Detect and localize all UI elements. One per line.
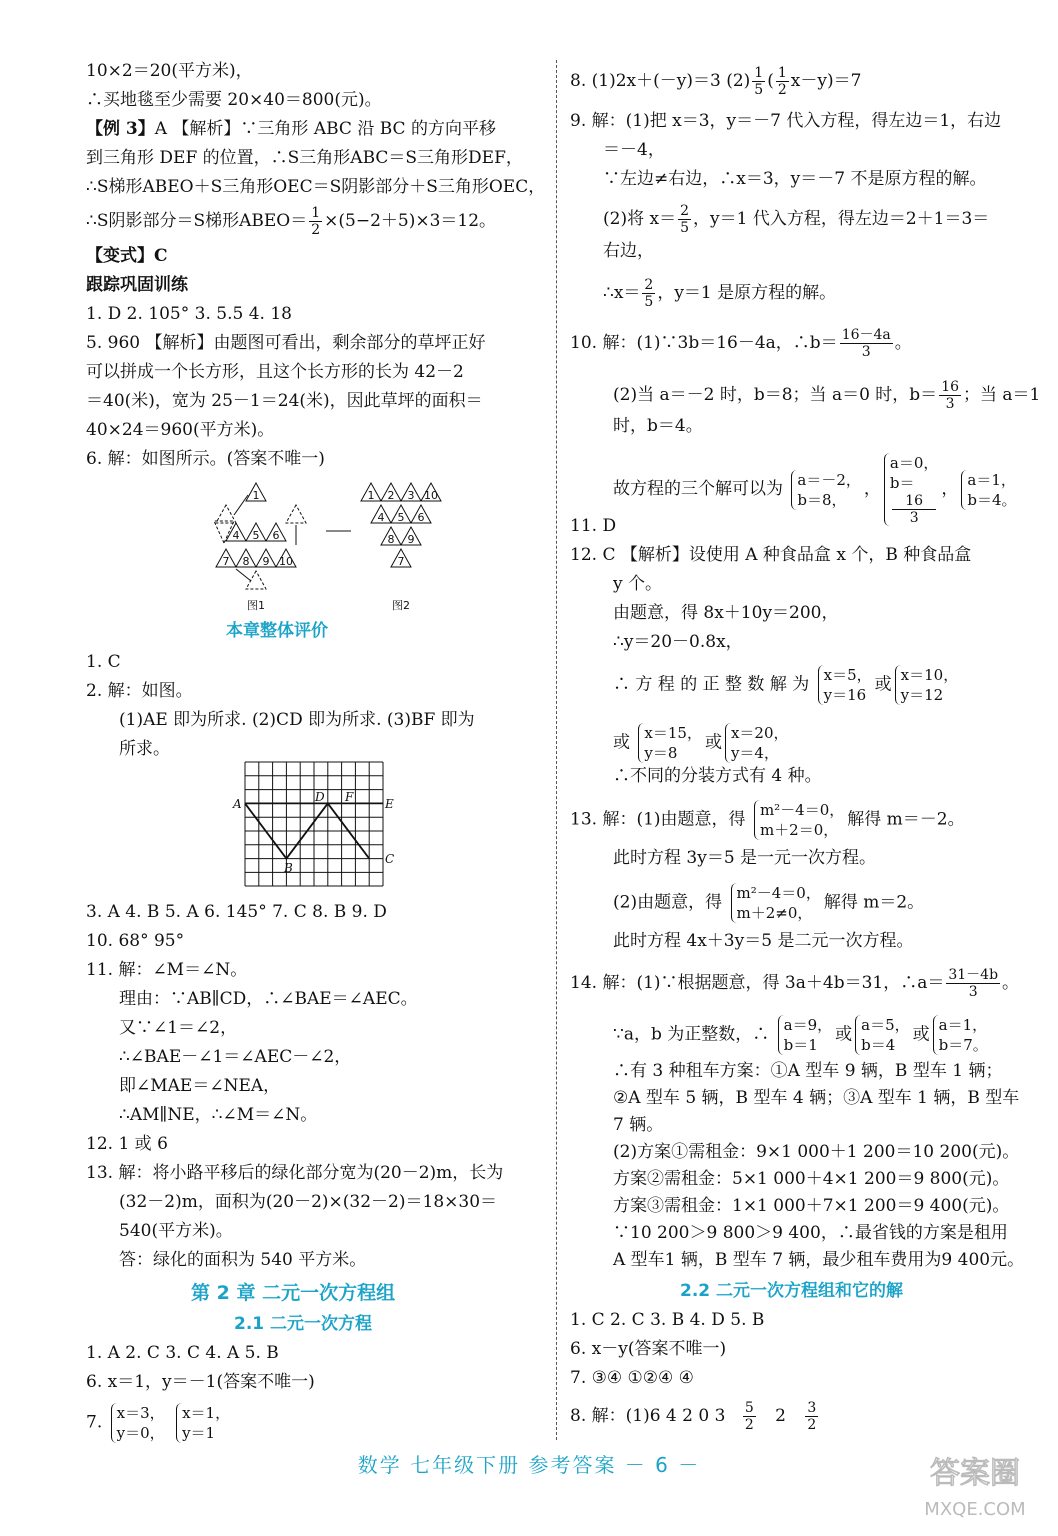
equation-system: a＝1， b＝4。	[961, 470, 1016, 510]
answer-line: ；当 a＝1	[963, 385, 1041, 405]
answer-line: ∴y＝20－0.8x，	[613, 632, 743, 652]
equation-system: x＝1， y＝1	[176, 1403, 230, 1443]
answer-line: 方案②需租金：5×1 000＋4×1 200＝9 800(元)。	[613, 1169, 1010, 1189]
text-line: ∴买地毯至少需要 20×40＝800(元)。	[86, 90, 382, 110]
fraction: $\frac{3}{2}$	[807, 1400, 817, 1433]
answer-line: 540(平方米)。	[119, 1221, 233, 1241]
answer-line: 故方程的三个解可以为	[613, 479, 783, 499]
equation-system: m²－4＝0， m＋2＝0，	[754, 800, 844, 840]
point-label: E	[385, 797, 394, 811]
point-label: D	[315, 790, 325, 804]
point-label: C	[385, 852, 395, 866]
answer-line: 5. 960 【解析】由题图可看出，剩余部分的草坪正好	[86, 333, 486, 353]
tri-num: 8	[242, 555, 250, 568]
answer-line: ，y＝1 是原方程的解。	[657, 283, 837, 303]
equation-system: a＝1， b＝7。	[933, 1015, 988, 1055]
answer-value: 2	[775, 1406, 786, 1426]
fraction: $\frac{16}{3}$	[941, 379, 960, 412]
answer-line: 右边，	[603, 241, 654, 261]
answer-line: 此时方程 4x＋3y＝5 是二元一次方程。	[613, 931, 914, 951]
answer-line: A 型车1 辆，B 型车 7 辆，最少租车费用为9 400元。	[613, 1250, 1025, 1270]
answer-line: ，y＝1 代入方程，得左边＝2＋1＝3＝	[693, 209, 990, 229]
equation-system: a＝9， b＝1	[778, 1015, 833, 1055]
tri-num: 7	[397, 555, 405, 568]
answer-line: 6. 解：如图所示。(答案不唯一)	[86, 449, 325, 469]
point-label: B	[284, 861, 293, 875]
tri-num: 6	[417, 511, 425, 524]
text-line: ∴S梯形ABEO＋S三角形OEC＝S阴影部分＋S三角形OEC，	[86, 177, 546, 197]
fraction: $\frac{1}{2}$	[777, 65, 787, 98]
point-label: A	[233, 797, 242, 811]
fraction: $\frac{2}{5}$	[644, 277, 654, 310]
answer-line: 3. A 4. B 5. A 6. 145° 7. C 8. B 9. D	[86, 902, 387, 922]
tri-num: 7	[222, 555, 230, 568]
answer-line: 13. 解：(1)由题意，得	[570, 809, 746, 830]
answer-line: 或	[613, 732, 630, 753]
answer-line: 时，b＝4。	[613, 416, 703, 436]
watermark-logo	[910, 1445, 1040, 1525]
answer-line: ∴ 方 程 的 正 整 数 解 为	[613, 674, 810, 695]
answer-line: 8. (1)2x＋(－y)＝3 (2)	[570, 71, 751, 91]
answer-line: x－y)＝7	[790, 71, 862, 91]
tri-num: 2	[387, 489, 395, 502]
tri-num: 5	[252, 529, 260, 542]
variant-answer: 【变式】C	[86, 246, 168, 266]
answer-line: 6. x＝1，y＝－1(答案不唯一)	[86, 1372, 315, 1392]
answer-line: ∵a，b 为正整数，∴	[613, 1024, 770, 1045]
tri-num: 3	[407, 489, 415, 502]
section-heading: 跟踪巩固训练	[86, 275, 188, 295]
answer-line: ＝－4，	[603, 140, 665, 160]
column-divider	[556, 60, 557, 1440]
answer-line: 1. A 2. C 3. C 4. A 5. B	[86, 1343, 279, 1363]
fraction: $\frac{16-4a}{3}$	[841, 327, 891, 360]
answer-line: (32－2)m，面积为(20－2)×(32－2)＝18×30＝	[119, 1192, 498, 1212]
answer-line: (1)AE 即为所求. (2)CD 即为所求. (3)BF 即为	[119, 710, 475, 730]
tri-num: 9	[262, 555, 270, 568]
equation-system: a＝5， b＝4	[855, 1015, 910, 1055]
answer-line: 解得 m＝－2。	[847, 809, 965, 830]
page-footer: 数学 七年级下册 参考答案 － 6 －	[357, 1453, 701, 1477]
fraction: $\frac{1}{5}$	[754, 65, 764, 98]
answer-line: 40×24＝960(平方米)。	[86, 420, 275, 440]
text-line: A 【解析】∵三角形 ABC 沿 BC 的方向平移	[154, 119, 496, 139]
text-line: 10×2＝20(平方米)，	[86, 61, 253, 81]
answer-line: (2)将 x＝	[603, 209, 677, 229]
tri-num: 10	[424, 489, 438, 502]
answer-line: (2)方案①需租金：9×1 000＋1 200＝10 200(元)。	[613, 1142, 1020, 1162]
answer-line: 1. C 2. C 3. B 4. D 5. B	[570, 1310, 765, 1330]
tri-num: 4	[377, 511, 385, 524]
answer-line: 。	[1002, 973, 1020, 993]
equation-system: x＝15， y＝8	[638, 723, 702, 763]
answer-line: 由题意，得 8x＋10y＝200，	[613, 603, 839, 623]
answer-line: 11. 解：∠M＝∠N。	[86, 960, 248, 980]
answer-line: 13. 解：将小路平移后的绿化部分宽为(20－2)m，长为	[86, 1163, 504, 1183]
answer-line: ∵左边≠右边，∴x＝3，y＝－7 不是原方程的解。	[603, 169, 987, 189]
answer-line: 理由：∵AB∥CD，∴∠BAE＝∠AEC。	[119, 989, 418, 1009]
equation-system: x＝20， y＝4，	[725, 723, 789, 763]
tri-num: 9	[407, 533, 415, 546]
text-line: ×(5−2＋5)×3＝12。	[324, 211, 497, 231]
fraction: $\frac{5}{2}$	[744, 1400, 754, 1433]
answer-line: 解得 m＝2。	[823, 892, 925, 913]
svg-text:MXQE.COM: MXQE.COM	[924, 1499, 1026, 1520]
svg-text:答案圈: 答案圈	[930, 1456, 1020, 1491]
answer-line: 7. ③④ ①②④ ④	[570, 1368, 694, 1388]
answer-line: 7.	[86, 1412, 103, 1433]
section-heading: 本章整体评价	[226, 621, 328, 641]
answer-line: 1. C	[86, 652, 121, 672]
tri-num: 1	[367, 489, 375, 502]
answer-line: y 个。	[613, 574, 663, 594]
answer-line: (2)当 a＝－2 时，b＝8；当 a＝0 时，b＝	[613, 385, 938, 405]
equation-system: m²－4＝0， m＋2≠0，	[731, 883, 821, 923]
answer-line: ＝40(米)，宽为 25－1＝24(米)，因此草坪的面积＝	[86, 391, 483, 411]
answer-line: 10. 68° 95°	[86, 931, 185, 951]
answer-line: ∴有 3 种租车方案：①A 型车 9 辆，B 型车 1 辆；	[613, 1061, 1003, 1081]
answer-line: 答：绿化的面积为 540 平方米。	[119, 1250, 367, 1270]
answer-line: 10. 解：(1)∵3b＝16－4a，∴b＝	[570, 333, 838, 353]
equation-system: a＝－2， b＝8，	[791, 470, 861, 510]
answer-line: 。	[894, 333, 912, 353]
answer-line: 14. 解：(1)∵根据题意，得 3a＋4b＝31，∴a＝	[570, 973, 945, 993]
fraction: $\frac{1}{2}$	[311, 205, 321, 238]
answer-line: 所求。	[119, 739, 170, 759]
answer-line: 此时方程 3y＝5 是一元一次方程。	[613, 848, 877, 868]
chapter-title: 第 2 章 二元一次方程组	[191, 1282, 396, 1304]
tri-num: 1	[252, 489, 260, 502]
answer-line: 11. D	[570, 516, 617, 536]
answer-line: 12. C 【解析】设使用 A 种食品盒 x 个，B 种食品盒	[570, 545, 972, 565]
answer-line: 6. x－y(答案不唯一)	[570, 1339, 727, 1359]
answer-line: 又∵∠1＝∠2，	[119, 1018, 238, 1038]
answer-line: ∴x＝	[603, 283, 641, 303]
answer-line: ②A 型车 5 辆，B 型车 4 辆；③A 型车 1 辆，B 型车	[613, 1088, 1020, 1108]
fraction: $\frac{31-4b}{3}$	[948, 967, 999, 1000]
tri-num: 5	[397, 511, 405, 524]
answer-line: ∴AM∥NE，∴∠M＝∠N。	[119, 1105, 318, 1125]
tri-num: 4	[232, 529, 240, 542]
equation-system: x＝5， y＝16	[818, 665, 872, 705]
text-line: ∴S阴影部分＝S梯形ABEO＝	[86, 211, 308, 231]
text-line: 到三角形 DEF 的位置，∴S三角形ABC＝S三角形DEF，	[86, 148, 523, 168]
tri-num: 6	[272, 529, 280, 542]
answer-line: 7 辆。	[613, 1115, 664, 1135]
tri-num: 10	[279, 555, 293, 568]
section-heading: 2.2 二元一次方程组和它的解	[680, 1281, 904, 1301]
tri-num: 8	[387, 533, 395, 546]
equation-system: x＝3， y＝0，	[111, 1403, 165, 1443]
example-label: 【例 3】	[86, 119, 155, 139]
answer-line: (2)由题意，得	[613, 892, 723, 913]
answer-line: ∵10 200＞9 800＞9 400，∴最省钱的方案是租用	[613, 1223, 1008, 1243]
answer-line: 方案③需租金：1×1 000＋7×1 200＝9 400(元)。	[613, 1196, 1010, 1216]
equation-system: x＝10， y＝12	[895, 665, 959, 705]
answer-line: 8. 解：(1)6 4 2 0 3	[570, 1406, 726, 1426]
answer-line: 可以拼成一个长方形，且这个长方形的长为 42－2	[86, 362, 464, 382]
answer-line: 1. D 2. 105° 3. 5.5 4. 18	[86, 304, 292, 324]
answer-line: ∴不同的分装方式有 4 种。	[613, 766, 822, 786]
answer-line: 12. 1 或 6	[86, 1134, 168, 1154]
answer-line: 9. 解：(1)把 x＝3，y＝－7 代入方程，得左边＝1，右边	[570, 111, 1002, 131]
figure-caption: 图1	[247, 599, 265, 612]
figure-caption: 图2	[392, 599, 410, 612]
answer-line: ∴∠BAE－∠1＝∠AEC－∠2，	[119, 1047, 352, 1067]
triangle-figure	[196, 473, 476, 613]
equation-system: a＝0， b＝ 16 3	[884, 453, 939, 526]
fraction: $\frac{2}{5}$	[680, 203, 689, 236]
point-label: F	[345, 790, 354, 804]
section-heading: 2.1 二元一次方程	[234, 1314, 373, 1334]
grid-figure	[231, 760, 401, 888]
answer-line: 2. 解：如图。	[86, 681, 193, 701]
answer-line: 即∠MAE＝∠NEA，	[119, 1076, 281, 1096]
